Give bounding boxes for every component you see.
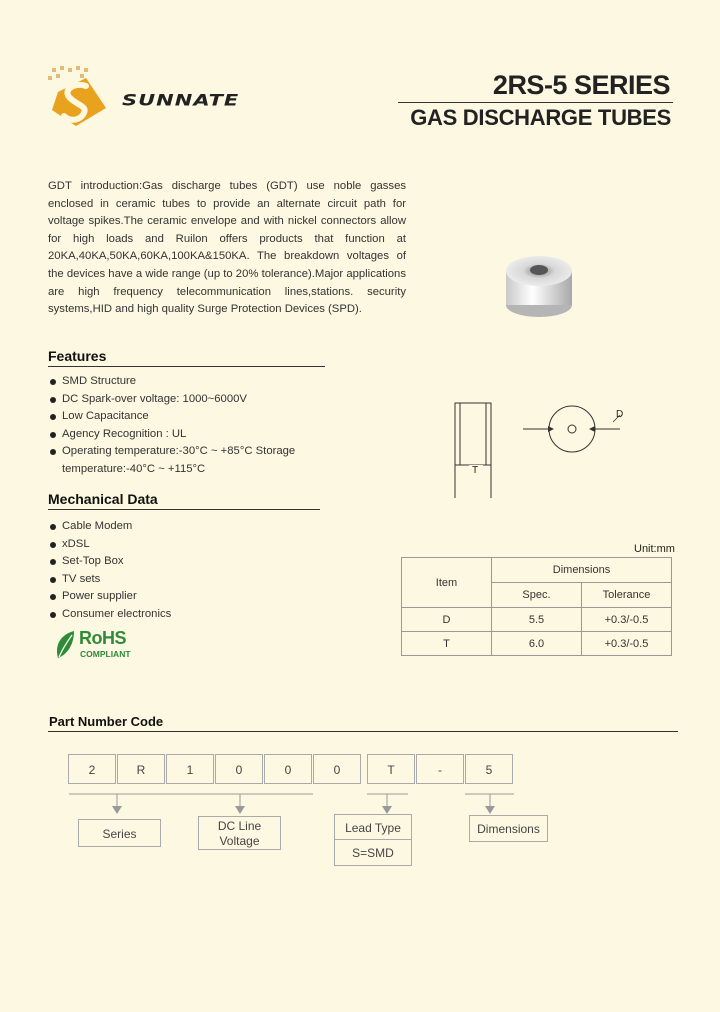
product-photo <box>500 243 580 323</box>
features-list <box>49 373 299 478</box>
mechanical-divider <box>48 509 320 510</box>
table-cell-tolerance: +0.3/-0.5 <box>582 608 672 632</box>
part-char-cell: - <box>416 754 464 784</box>
list-item: Power supplier <box>49 588 299 606</box>
list-item: xDSL <box>49 536 299 554</box>
table-cell-item: D <box>402 608 492 632</box>
product-subtitle: GAS DISCHARGE TUBES <box>410 105 671 130</box>
legend-dc-line1: DC Line <box>217 819 262 833</box>
legend-series: Series <box>78 819 161 847</box>
company-logo <box>46 66 116 130</box>
logo-mark-icon <box>46 66 116 130</box>
list-item: Cable Modem <box>49 518 299 536</box>
part-char-cell: R <box>117 754 165 784</box>
part-char-cell: 0 <box>264 754 312 784</box>
label-d: D <box>616 409 624 420</box>
list-item: TV sets <box>49 571 299 589</box>
table-cell-item: T <box>402 632 492 656</box>
mechanical-list <box>49 518 299 623</box>
legend-dc-voltage <box>198 816 281 850</box>
table-cell-spec: 5.5 <box>492 608 582 632</box>
part-char-cell: 1 <box>166 754 214 784</box>
legend-lead-type: Lead Type <box>334 814 412 840</box>
rohs-text: RoHS <box>79 628 126 648</box>
list-item: Consumer electronics <box>49 606 299 624</box>
rohs-compliant-text: COMPLIANT <box>80 649 131 659</box>
list-item: SMD Structure <box>49 373 299 391</box>
part-number-connectors <box>60 784 530 820</box>
part-number-divider <box>48 731 678 732</box>
table-row <box>402 608 672 632</box>
features-divider <box>48 366 325 367</box>
part-char-cell: 2 <box>68 754 116 784</box>
label-t: T <box>472 465 479 476</box>
table-header-dimensions: Dimensions <box>492 558 672 583</box>
mechanical-title: Mechanical Data <box>48 491 158 507</box>
dimension-drawing <box>445 398 635 503</box>
list-item: Operating temperature:-30°C ~ +85°C Storage temperature:-40°C ~ +115°C <box>49 443 299 478</box>
legend-lead-value: S=SMD <box>334 840 412 866</box>
table-cell-spec: 6.0 <box>492 632 582 656</box>
list-item: Agency Recognition : UL <box>49 426 299 444</box>
list-item: Set-Top Box <box>49 553 299 571</box>
legend-dimensions: Dimensions <box>469 815 548 842</box>
series-title: 2RS-5 SERIES <box>492 70 670 100</box>
logo-text: SUNNATE <box>122 91 240 109</box>
intro-paragraph: GDT introduction:Gas discharge tubes (GDT) use noble gasses enclosed in ceramic tubes to provide an alternate circuit path for voltage spikes.The ceramic envelope and with nickel connectors allow for high loads and Ruilon offers products that function at 20KA,40KA,50KA,60KA,100KA&150KA. The breakdown voltages of the devices have a wide range (up to 20% tolerance).Major applications are high frequency telecommunication lines,stations. security systems,HID and high quality Surge Protection Devices (SPD). <box>48 180 406 316</box>
title-divider <box>398 102 673 103</box>
rohs-badge <box>54 628 144 662</box>
features-title: Features <box>48 348 107 364</box>
part-char-cell: T <box>367 754 415 784</box>
part-char-cell: 5 <box>465 754 513 784</box>
dimensions-table <box>401 557 672 656</box>
list-item: DC Spark-over voltage: 1000~6000V <box>49 391 299 409</box>
part-char-cell: 0 <box>313 754 361 784</box>
legend-dc-line2: Voltage <box>219 834 260 848</box>
unit-label: Unit:mm <box>634 543 675 555</box>
table-row <box>402 632 672 656</box>
table-header-tolerance: Tolerance <box>582 583 672 608</box>
leaf-icon <box>54 630 76 660</box>
table-cell-tolerance: +0.3/-0.5 <box>582 632 672 656</box>
table-header-spec: Spec. <box>492 583 582 608</box>
list-item: Low Capacitance <box>49 408 299 426</box>
part-char-cell: 0 <box>215 754 263 784</box>
table-header-item: Item <box>402 558 492 608</box>
part-number-title: Part Number Code <box>49 714 164 729</box>
